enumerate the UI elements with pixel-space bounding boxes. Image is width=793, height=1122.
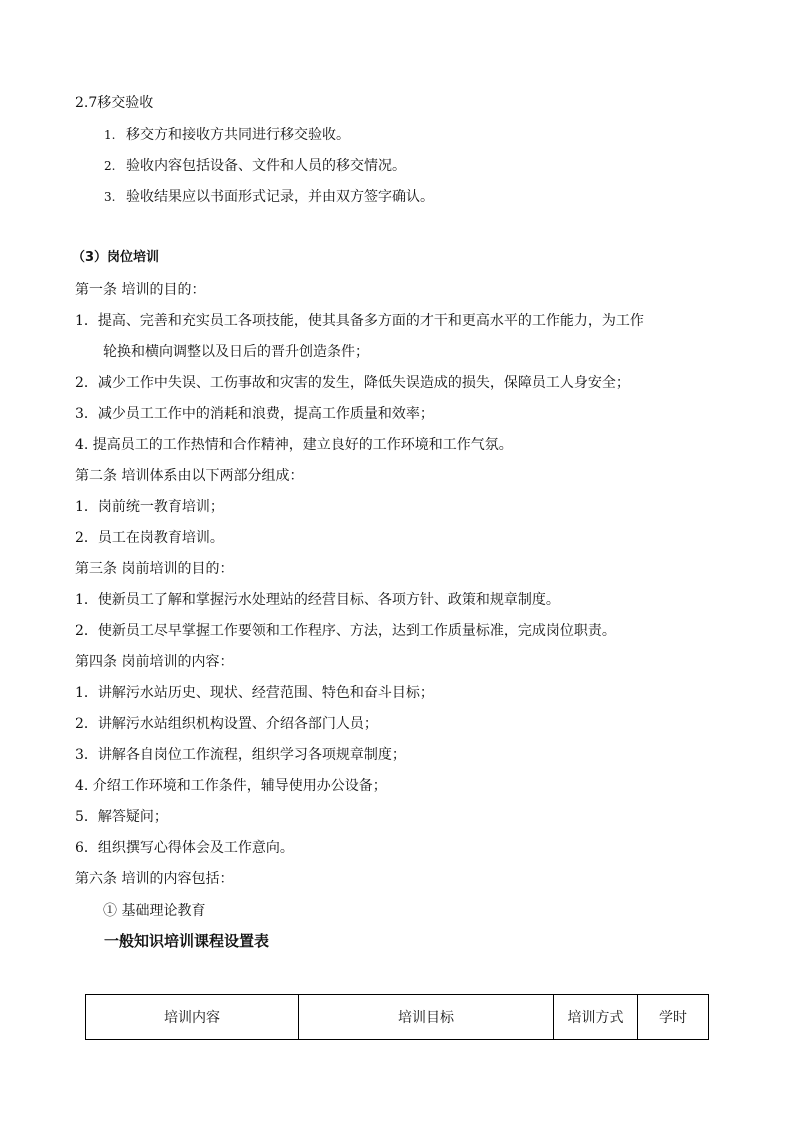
table-header-cell: 培训目标 <box>299 995 554 1040</box>
list-text: 移交方和接收方共同进行移交验收。 <box>126 127 350 143</box>
list-item-continuation: 轮换和横向调整以及日后的晋升创造条件； <box>103 344 369 360</box>
list-item: 1．岗前统一教育培训； <box>75 499 224 515</box>
list-item: 3．讲解各自岗位工作流程，组织学习各项规章制度； <box>75 747 406 763</box>
table-header-cell: 培训内容 <box>86 995 299 1040</box>
article-title: 第四条 岗前培训的内容： <box>75 654 234 670</box>
article-title: 第六条 培训的内容包括： <box>75 871 234 887</box>
list-item: 4. 介绍工作环境和工作条件，辅导使用办公设备； <box>75 778 387 794</box>
table-header-row <box>86 995 709 1040</box>
list-number: 3. <box>104 190 116 204</box>
table-header-cell: 培训方式 <box>554 995 638 1040</box>
list-item: 2．减少工作中失误、工伤事故和灾害的发生，降低失误造成的损失，保障员工人身安全； <box>75 375 630 391</box>
list-item: 1．讲解污水站历史、现状、经营范围、特色和奋斗目标； <box>75 685 434 701</box>
list-item: 2．员工在岗教育培训。 <box>75 530 224 546</box>
table-title: 一般知识培训课程设置表 <box>104 932 270 950</box>
list-item: 1．提高、完善和充实员工各项技能，使其具备多方面的才干和更高水平的工作能力，为工作 <box>75 313 644 329</box>
list-item: 5．解答疑问； <box>75 809 168 825</box>
list-number: 2. <box>104 159 116 173</box>
list-item <box>104 157 406 175</box>
sub-heading: ① 基础理论教育 <box>103 903 206 919</box>
list-item: 2．讲解污水站组织机构设置、介绍各部门人员； <box>75 716 378 732</box>
section-heading: 2.7移交验收 <box>75 95 154 111</box>
list-text: 验收内容包括设备、文件和人员的移交情况。 <box>126 158 406 174</box>
course-table <box>85 994 709 1040</box>
section-heading-training: （3）岗位培训 <box>72 250 160 265</box>
list-number: 1. <box>104 128 116 142</box>
list-item: 4. 提高员工的工作热情和合作精神，建立良好的工作环境和工作气氛。 <box>75 437 513 453</box>
list-text: 验收结果应以书面形式记录，并由双方签字确认。 <box>126 189 434 205</box>
list-item <box>104 126 350 144</box>
article-title: 第三条 岗前培训的目的： <box>75 561 234 577</box>
list-item: 6．组织撰写心得体会及工作意向。 <box>75 840 294 856</box>
table-header-cell: 学时 <box>638 995 709 1040</box>
list-item: 3．减少员工工作中的消耗和浪费，提高工作质量和效率； <box>75 406 434 422</box>
article-title: 第一条 培训的目的： <box>75 282 206 298</box>
list-item: 1．使新员工了解和掌握污水处理站的经营目标、各项方针、政策和规章制度。 <box>75 592 560 608</box>
list-item <box>104 188 434 206</box>
article-title: 第二条 培训体系由以下两部分组成： <box>75 468 304 484</box>
list-item: 2．使新员工尽早掌握工作要领和工作程序、方法，达到工作质量标准，完成岗位职责。 <box>75 623 616 639</box>
